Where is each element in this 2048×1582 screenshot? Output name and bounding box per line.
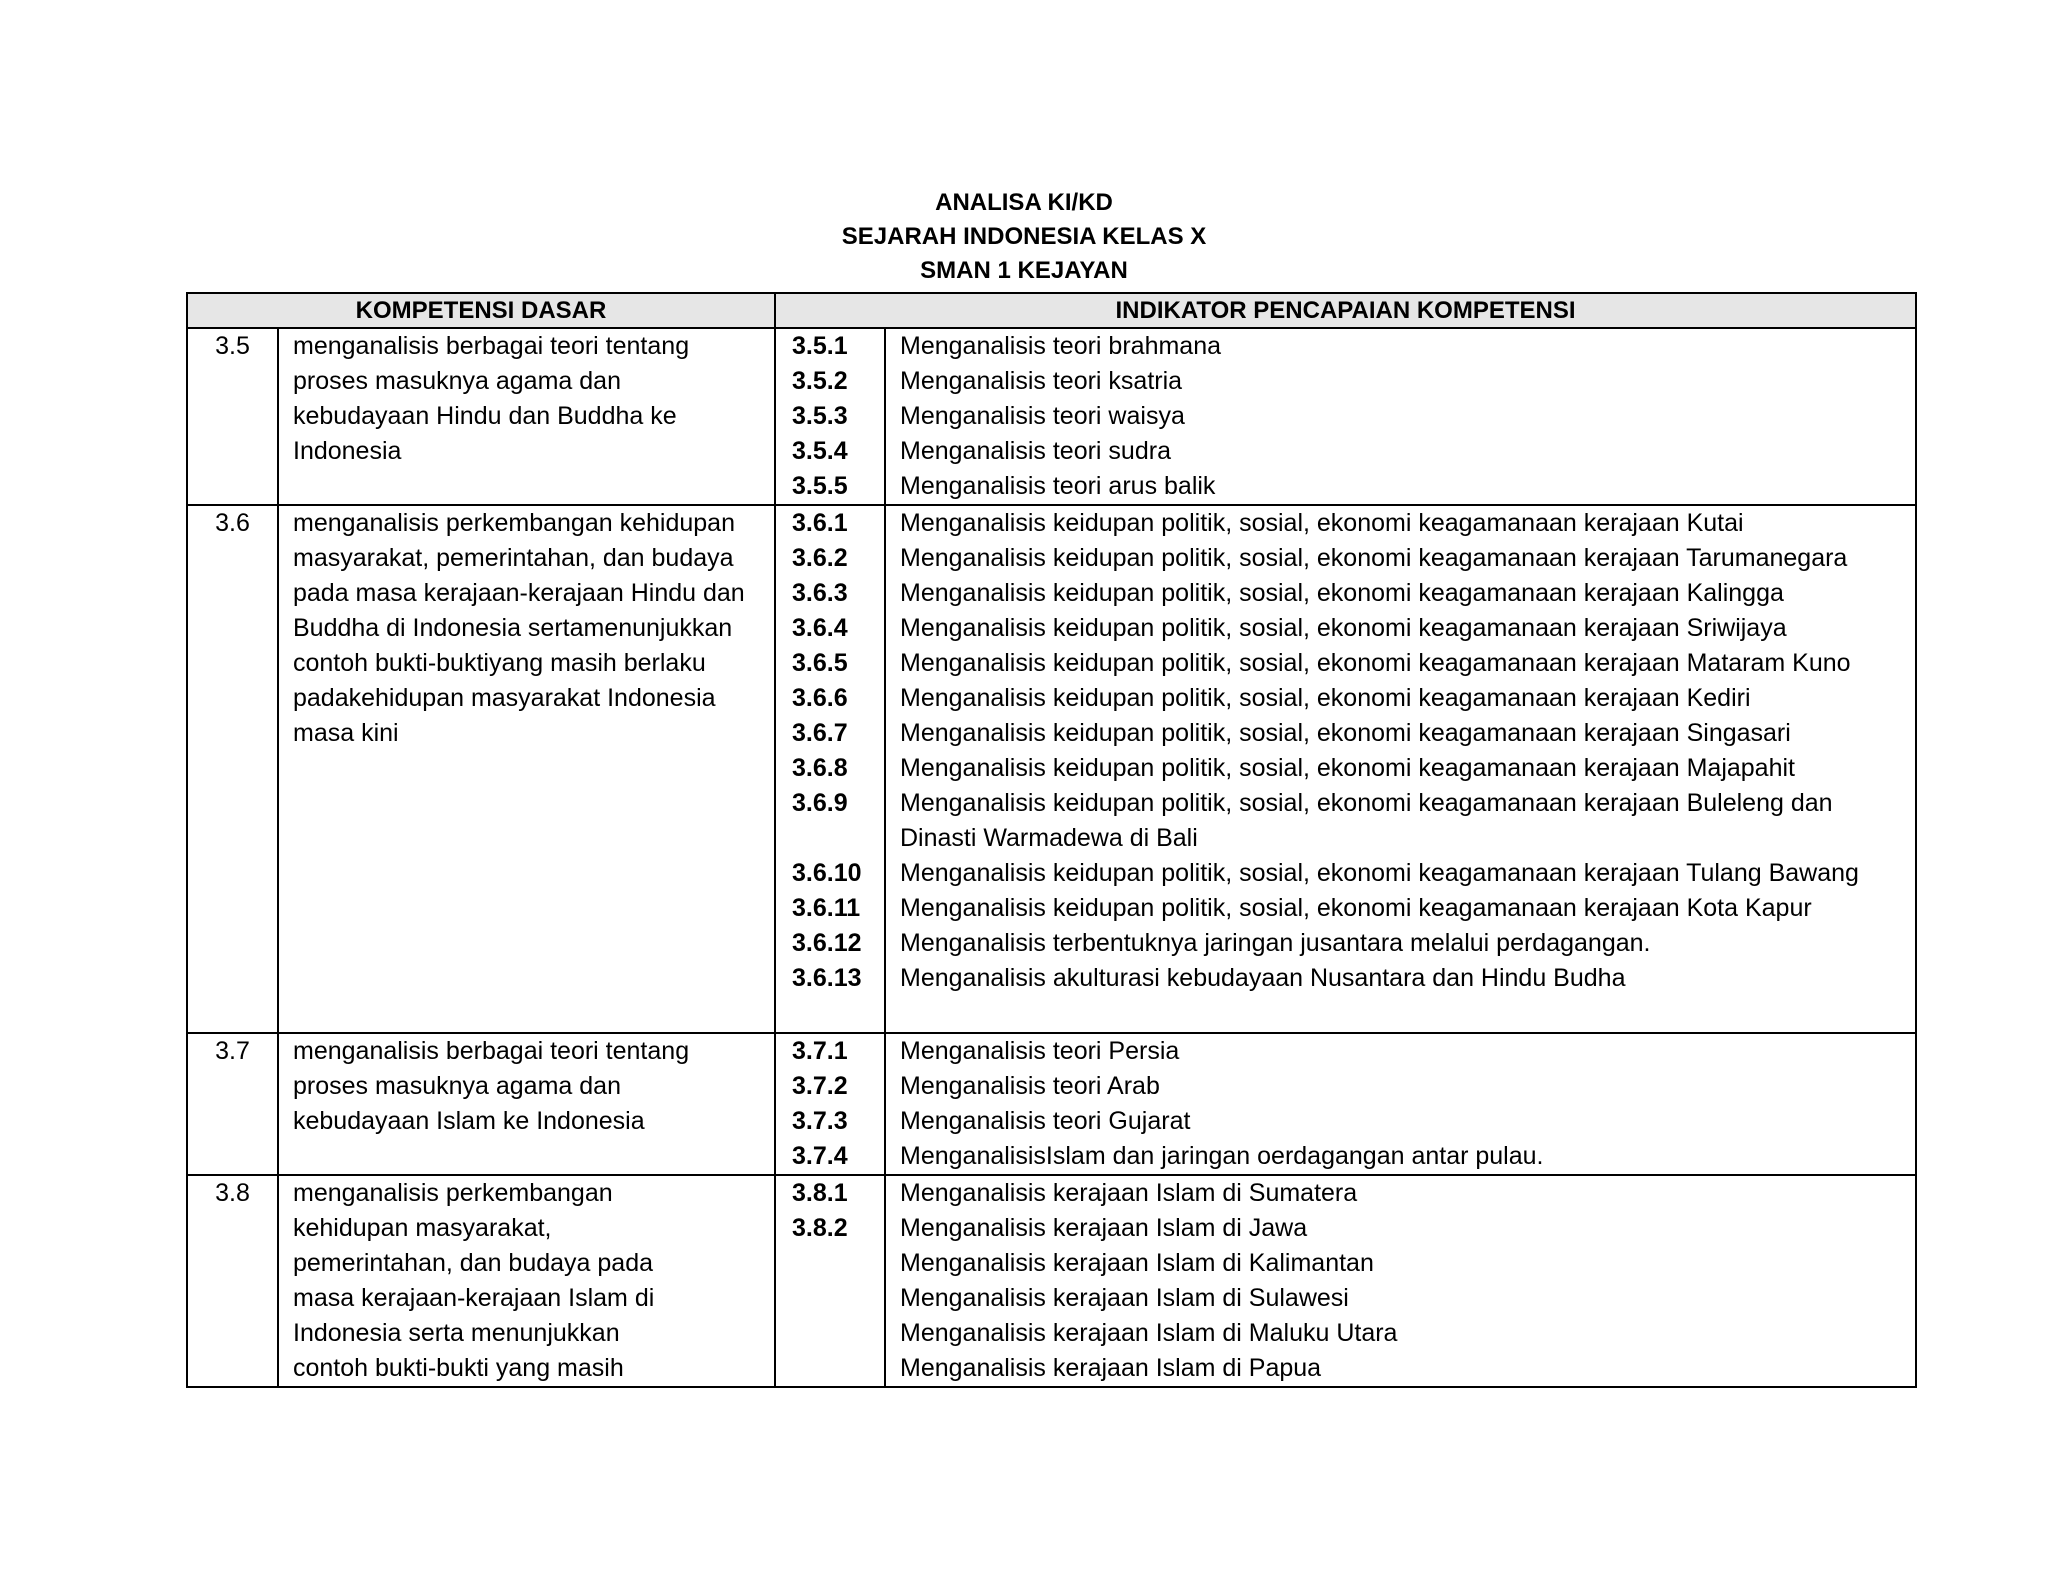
kd-description	[278, 328, 775, 505]
ipk-indicator: Menganalisis keidupan politik, sosial, ekonomi keagamanaan kerajaan Singasari	[900, 719, 1791, 747]
ipk-indicator: Menganalisis keidupan politik, sosial, ekonomi keagamanaan kerajaan Majapahit	[900, 754, 1795, 782]
ipk-indicators	[885, 505, 1916, 1033]
ipk-number: 3.6.1	[792, 509, 848, 537]
kd-line: pada masa kerajaan-kerajaan Hindu dan	[293, 579, 745, 607]
kd-number: 3.5	[187, 328, 278, 505]
ipk-indicator: Menganalisis keidupan politik, sosial, ekonomi keagamanaan kerajaan Tarumanegara	[900, 544, 1848, 572]
table-header-row	[187, 293, 1916, 328]
ipk-number: 3.6.12	[792, 929, 862, 957]
header-kompetensi-dasar: KOMPETENSI DASAR	[187, 293, 775, 328]
kd-line: kehidupan masyarakat,	[293, 1214, 552, 1242]
title-line-1: ANALISA KI/KD	[935, 189, 1113, 216]
ipk-indicator: Menganalisis kerajaan Islam di Sulawesi	[900, 1284, 1349, 1312]
ipk-indicator: Menganalisis keidupan politik, sosial, ekonomi keagamanaan kerajaan Kutai	[900, 509, 1744, 537]
ipk-indicator: Menganalisis teori ksatria	[900, 367, 1183, 395]
ipk-indicator: Menganalisis keidupan politik, sosial, ekonomi keagamanaan kerajaan Mataram Kuno	[900, 649, 1851, 677]
kd-line: padakehidupan masyarakat Indonesia	[293, 684, 716, 712]
ipk-indicators	[885, 1033, 1916, 1175]
kikd-table	[186, 292, 1917, 1388]
ipk-indicator: Menganalisis teori Gujarat	[900, 1107, 1191, 1135]
ipk-numbers	[775, 1033, 885, 1175]
ipk-indicators	[885, 1175, 1916, 1387]
kd-line: kebudayaan Hindu dan Buddha ke	[293, 402, 677, 430]
ipk-number: 3.7.1	[792, 1037, 848, 1065]
ipk-number: 3.7.4	[792, 1142, 848, 1170]
table-row	[187, 328, 1916, 505]
kd-line: Indonesia	[293, 437, 402, 465]
title-line-3: SMAN 1 KEJAYAN	[920, 257, 1128, 284]
ipk-number: 3.6.8	[792, 754, 848, 782]
kd-line: masyarakat, pemerintahan, dan budaya	[293, 544, 734, 572]
ipk-indicator: Menganalisis kerajaan Islam di Jawa	[900, 1214, 1308, 1242]
ipk-indicator: Menganalisis teori brahmana	[900, 332, 1222, 360]
kd-line: menganalisis perkembangan kehidupan	[293, 509, 735, 537]
ipk-indicator: Menganalisis keidupan politik, sosial, ekonomi keagamanaan kerajaan Kota Kapur	[900, 894, 1812, 922]
kd-line: Buddha di Indonesia sertamenunjukkan	[293, 614, 733, 642]
kd-line: menganalisis berbagai teori tentang	[293, 1037, 690, 1065]
ipk-indicator: Menganalisis teori sudra	[900, 437, 1171, 465]
kd-line: kebudayaan Islam ke Indonesia	[293, 1107, 645, 1135]
ipk-indicator: Menganalisis teori waisya	[900, 402, 1185, 430]
ipk-number: 3.6.13	[792, 964, 862, 992]
kd-number: 3.8	[187, 1175, 278, 1387]
ipk-indicator: Menganalisis kerajaan Islam di Maluku Utara	[900, 1319, 1398, 1347]
ipk-number: 3.5.3	[792, 402, 848, 430]
kd-number: 3.7	[187, 1033, 278, 1175]
kd-line: contoh bukti-bukti yang masih	[293, 1354, 624, 1382]
kd-line: masa kerajaan-kerajaan Islam di	[293, 1284, 655, 1312]
ipk-number: 3.8.1	[792, 1179, 848, 1207]
ipk-indicator: Menganalisis keidupan politik, sosial, ekonomi keagamanaan kerajaan Buleleng dan	[900, 789, 1833, 817]
kd-line: menganalisis perkembangan	[293, 1179, 613, 1207]
kd-line: Indonesia serta menunjukkan	[293, 1319, 620, 1347]
ipk-indicator: Dinasti Warmadewa di Bali	[900, 824, 1198, 852]
ipk-number: 3.6.4	[792, 614, 848, 642]
ipk-number: 3.6.2	[792, 544, 848, 572]
kd-description	[278, 505, 775, 1033]
ipk-indicator: Menganalisis keidupan politik, sosial, ekonomi keagamanaan kerajaan Tulang Bawang	[900, 859, 1859, 887]
kd-description	[278, 1033, 775, 1175]
title-line-2: SEJARAH INDONESIA KELAS X	[841, 223, 1207, 250]
kd-description	[278, 1175, 775, 1387]
ipk-number: 3.6.6	[792, 684, 848, 712]
ipk-number: 3.6.11	[792, 894, 861, 922]
ipk-indicator: Menganalisis kerajaan Islam di Papua	[900, 1354, 1322, 1382]
ipk-indicator: Menganalisis teori Arab	[900, 1072, 1160, 1100]
ipk-number	[792, 821, 884, 856]
ipk-number: 3.6.7	[792, 719, 848, 747]
ipk-indicator: Menganalisis terbentuknya jaringan jusantara melalui perdagangan.	[900, 929, 1651, 957]
ipk-indicator: Menganalisis teori arus balik	[900, 472, 1216, 500]
ipk-indicator: Menganalisis akulturasi kebudayaan Nusantara dan Hindu Budha	[900, 964, 1626, 992]
ipk-numbers	[775, 505, 885, 1033]
ipk-indicator: Menganalisis keidupan politik, sosial, ekonomi keagamanaan kerajaan Sriwijaya	[900, 614, 1787, 642]
row-spacer	[900, 996, 1915, 1032]
kd-line: contoh bukti-buktiyang masih berlaku	[293, 649, 706, 677]
kd-number: 3.6	[187, 505, 278, 1033]
ipk-number: 3.6.9	[792, 789, 848, 817]
document-title	[0, 186, 2048, 288]
ipk-number: 3.6.3	[792, 579, 848, 607]
header-indikator: INDIKATOR PENCAPAIAN KOMPETENSI	[775, 293, 1916, 328]
table-body	[187, 328, 1916, 1387]
ipk-number: 3.7.3	[792, 1107, 848, 1135]
table-row	[187, 1033, 1916, 1175]
ipk-indicator: MenganalisisIslam dan jaringan oerdagangan antar pulau.	[900, 1142, 1544, 1170]
ipk-number: 3.8.2	[792, 1214, 848, 1242]
ipk-indicators	[885, 328, 1916, 505]
table-row	[187, 1175, 1916, 1387]
ipk-numbers	[775, 328, 885, 505]
ipk-indicator: Menganalisis teori Persia	[900, 1037, 1180, 1065]
ipk-number: 3.6.10	[792, 859, 862, 887]
ipk-indicator: Menganalisis kerajaan Islam di Sumatera	[900, 1179, 1358, 1207]
kd-line: menganalisis berbagai teori tentang	[293, 332, 690, 360]
ipk-number: 3.5.5	[792, 472, 848, 500]
ipk-numbers	[775, 1175, 885, 1387]
ipk-number: 3.5.4	[792, 437, 848, 465]
ipk-number: 3.6.5	[792, 649, 848, 677]
kd-line: masa kini	[293, 719, 399, 747]
table-row	[187, 505, 1916, 1033]
kd-line: proses masuknya agama dan	[293, 1072, 621, 1100]
ipk-number: 3.7.2	[792, 1072, 848, 1100]
ipk-indicator: Menganalisis keidupan politik, sosial, ekonomi keagamanaan kerajaan Kediri	[900, 684, 1751, 712]
kd-line: pemerintahan, dan budaya pada	[293, 1249, 654, 1277]
ipk-number: 3.5.2	[792, 367, 848, 395]
ipk-number: 3.5.1	[792, 332, 848, 360]
kd-line: proses masuknya agama dan	[293, 367, 621, 395]
ipk-indicator: Menganalisis keidupan politik, sosial, ekonomi keagamanaan kerajaan Kalingga	[900, 579, 1784, 607]
ipk-indicator: Menganalisis kerajaan Islam di Kalimantan	[900, 1249, 1374, 1277]
